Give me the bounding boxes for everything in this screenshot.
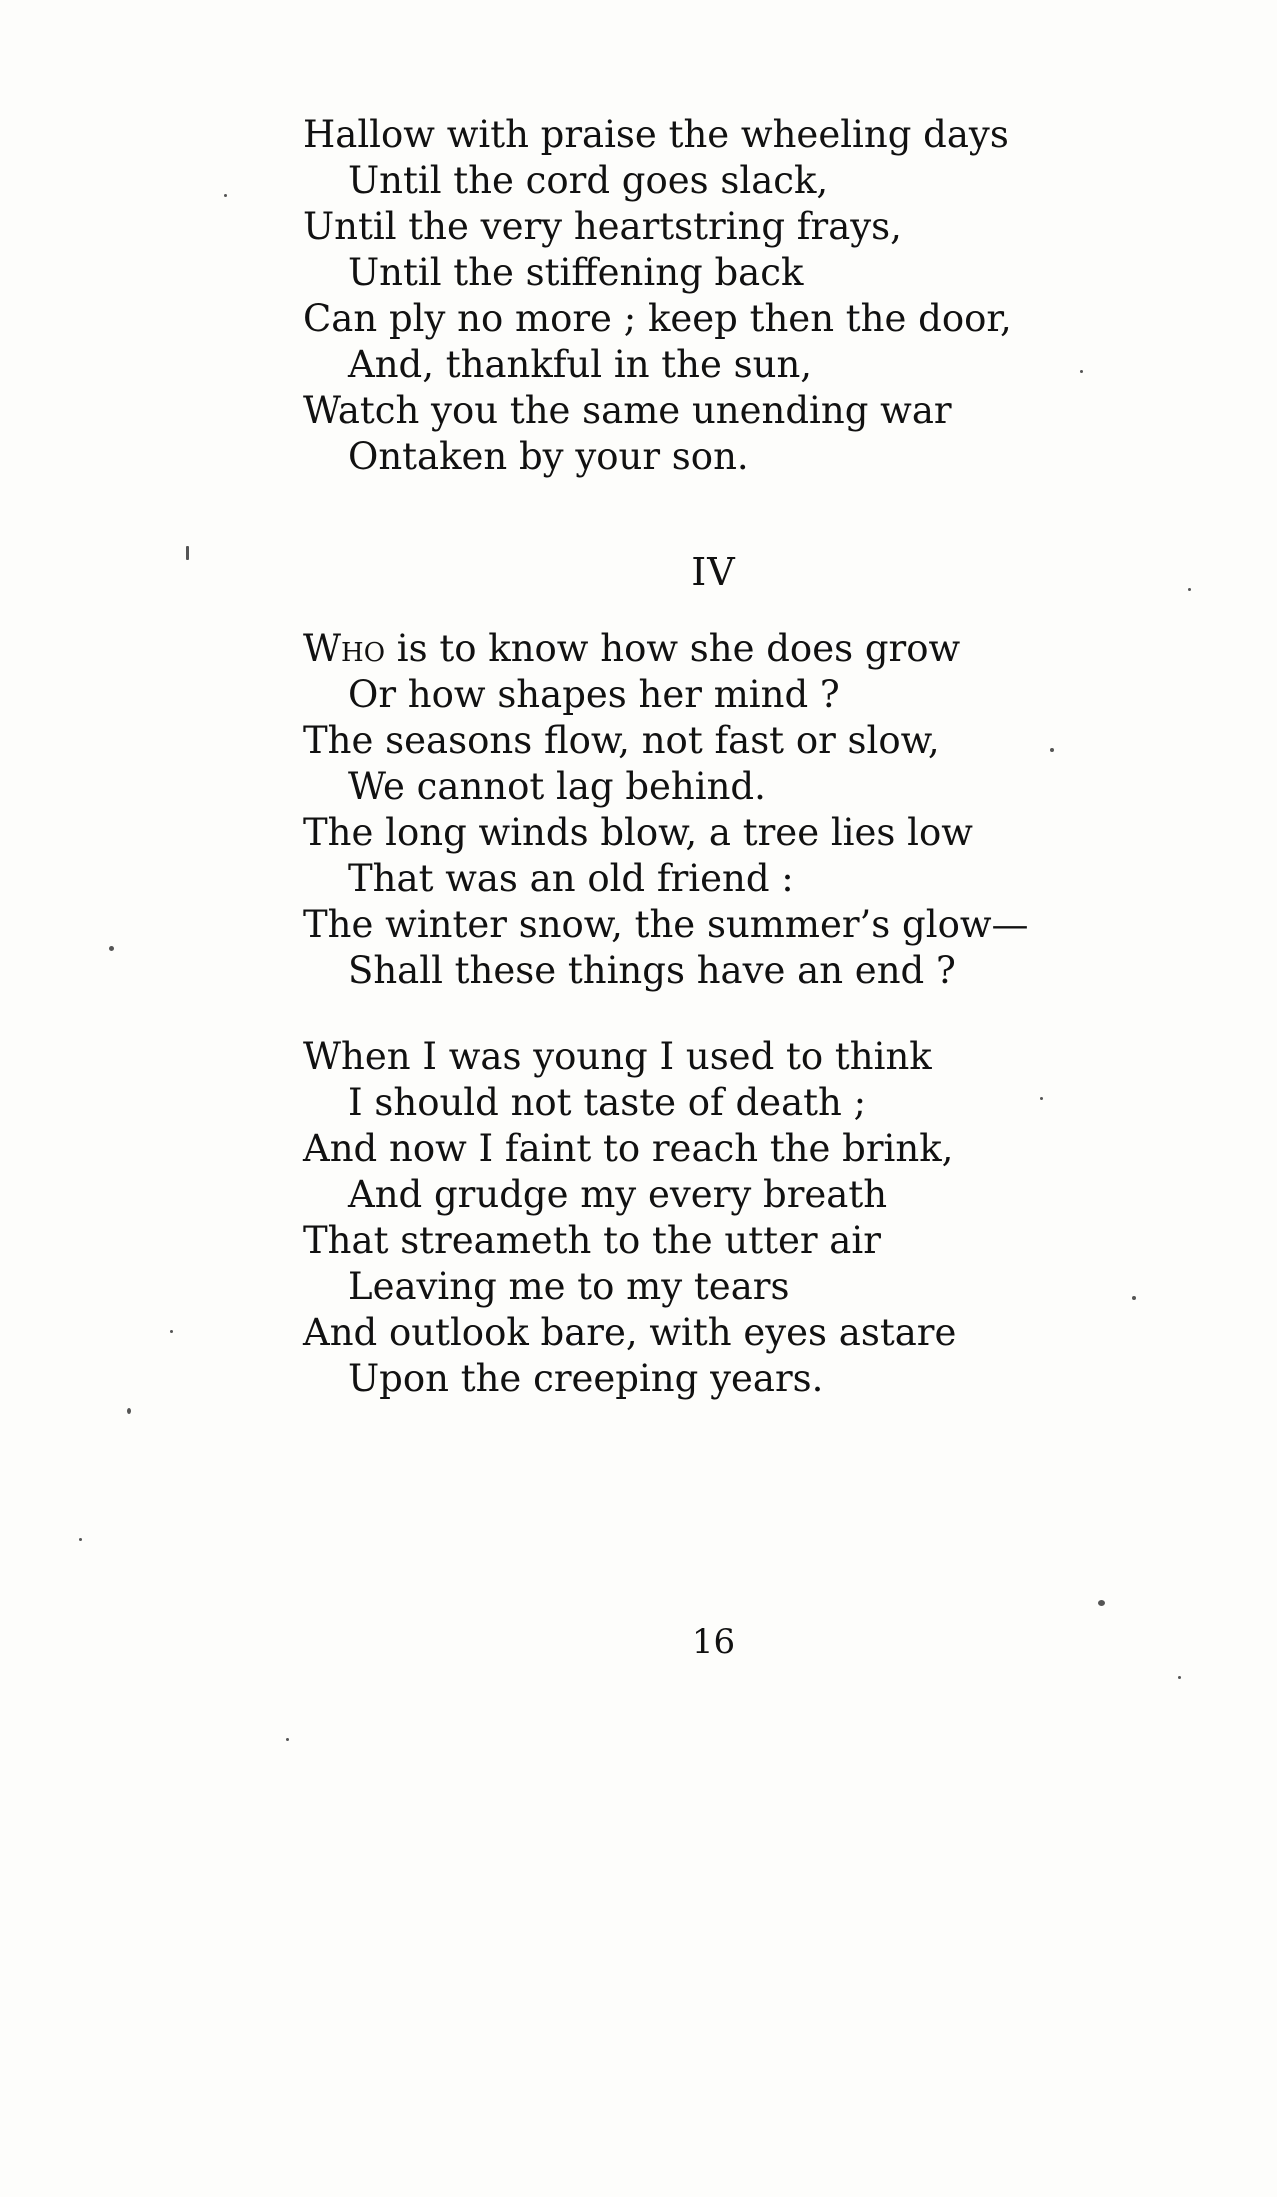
poem-line: Watch you the same unending war xyxy=(303,389,952,432)
poem-line: Shall these things have an end ? xyxy=(348,949,956,992)
poem-line: That was an old friend : xyxy=(348,857,794,900)
poem-line: And now I faint to reach the brink, xyxy=(303,1127,954,1170)
poem-line-first xyxy=(303,626,1103,672)
section-heading: IV xyxy=(691,550,736,594)
poem-line: When I was young I used to think xyxy=(303,1035,932,1078)
poem-line: Can ply no more ; keep then the door, xyxy=(303,297,1012,340)
poem-line: That streameth to the utter air xyxy=(303,1219,881,1262)
poem-line: Until the very heartstring frays, xyxy=(303,205,902,248)
poem-line: Ontaken by your son. xyxy=(348,435,749,478)
scan-speck xyxy=(186,546,189,560)
scan-speck xyxy=(1040,1097,1043,1100)
scan-speck xyxy=(79,1538,82,1541)
first-line-rest: is to know how she does grow xyxy=(385,627,961,670)
stanza-1 xyxy=(303,112,1103,480)
page-number: 16 xyxy=(691,1622,736,1662)
poem-line: And, thankful in the sun, xyxy=(348,343,813,386)
scan-speck xyxy=(127,1408,131,1414)
poem-line: Upon the creeping years. xyxy=(348,1357,824,1400)
poem-line: The long winds blow, a tree lies low xyxy=(303,811,973,854)
stanza-2-and-3 xyxy=(303,626,1103,1402)
drop-word: Who xyxy=(303,627,386,670)
poem-line: I should not taste of death ; xyxy=(348,1081,867,1124)
poem-line: And grudge my every breath xyxy=(348,1173,888,1216)
poem-line: Or how shapes her mind ? xyxy=(348,673,840,716)
scan-speck xyxy=(170,1330,173,1333)
poem-line: And outlook bare, with eyes astare xyxy=(303,1311,957,1354)
scan-speck xyxy=(1098,1600,1105,1606)
scan-speck xyxy=(1080,370,1083,373)
stanza-gap xyxy=(303,994,1103,1034)
poem-line: We cannot lag behind. xyxy=(348,765,766,808)
scan-speck xyxy=(286,1738,289,1741)
poem-line: The seasons flow, not fast or slow, xyxy=(303,719,940,762)
poem-line: The winter snow, the summer’s glow— xyxy=(303,903,1029,946)
scan-speck xyxy=(224,194,227,197)
scan-speck xyxy=(1132,1296,1136,1300)
scan-speck xyxy=(1188,588,1191,591)
poem-line: Leaving me to my tears xyxy=(348,1265,790,1308)
poem-line: Hallow with praise the wheeling days xyxy=(303,113,1009,156)
poem-line: Until the stiffening back xyxy=(348,251,804,294)
poem-line: Until the cord goes slack, xyxy=(348,159,829,202)
scan-speck xyxy=(1050,748,1054,752)
scan-speck xyxy=(109,946,114,951)
scan-speck xyxy=(1178,1676,1181,1679)
